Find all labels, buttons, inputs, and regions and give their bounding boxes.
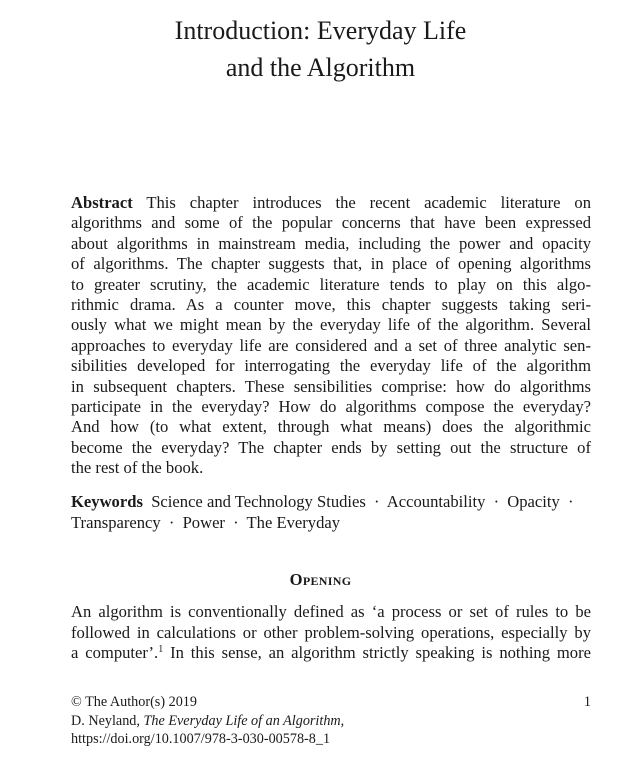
keyword-separator: · [168,512,175,532]
page-footer [71,693,591,749]
footnote-reference[interactable]: 1 [158,644,164,656]
copyright-notice: © The Author(s) 2019 [71,694,197,710]
keyword: Opacity [507,492,560,511]
body-line: a computer’.$^1$ In this sense, an algorithm strictly speaking is nothing more [71,643,591,663]
body-line: followed in calculations or other problem-solving operations, especially by [71,622,591,642]
book-title: The Everyday Life of an Algorithm [143,712,341,729]
doi-link[interactable]: https://doi.org/10.1007/978-3-030-00578-8_1 [71,731,331,748]
abstract-line: ously what we might mean by the everyday life of the algorithm. Several [71,315,591,335]
abstract-line: become the everyday? The chapter ends by setting out the structure of [71,437,591,457]
section-heading: Opening [289,570,352,589]
keyword-separator: · [567,492,574,511]
keywords-label: Keywords [71,492,143,511]
keyword-separator: · [374,492,380,511]
abstract-line: sibilities developed for interrogating the everyday life of the algorithm [71,356,591,376]
keyword: Transparency [71,512,161,532]
keywords-line-1 [71,492,591,513]
keyword: Power [182,512,225,532]
abstract-line: And how (to what extent, through what means) does the algorithmic [71,417,591,437]
body-line: An algorithm is conventionally defined as ‘a process or set of rules to be [71,602,591,621]
abstract-line: rithmic drama. As a counter move, this chapter suggests taking seri- [71,295,591,315]
keyword: Science and Technology Studies [151,492,366,511]
abstract-line: algorithms and some of the popular concerns that have been expressed [71,213,591,233]
section-body [71,602,591,664]
citation: D. Neyland, The Everyday Life of an Algorithm, [71,712,345,729]
abstract-line: about algorithms in mainstream media, including the power and opacity [71,233,591,253]
doi-row [71,730,591,749]
abstract-line: of algorithms. The chapter suggests that, in place of opening algorithms [71,254,591,274]
abstract-label: Abstract [71,193,133,212]
abstract-line: to greater scrutiny, the academic literature tends to play on this algo- [71,274,591,294]
page-number: 1 [583,694,591,710]
keyword: The Everyday [246,512,341,532]
keywords-line-2 [71,513,591,534]
abstract-line: approaches to everyday life are considered and a set of three analytic sen- [71,335,591,355]
keyword-separator: · [493,492,500,511]
keyword-separator: · [233,512,239,532]
abstract-line: Abstract This chapter introduces the recent academic literature on [71,193,591,212]
keyword: Accountability [386,492,486,511]
abstract-line: in subsequent chapters. These sensibilities comprise: how do algorithms [71,376,591,396]
abstract-line: participate in the everyday? How do algorithms compose the everyday? [71,397,591,417]
chapter-title-line-1: Introduction: Everyday Life [174,16,467,45]
keywords [71,492,591,534]
abstract [71,193,591,479]
abstract-line: the rest of the book. [71,458,204,478]
chapter-title-line-2: and the Algorithm [225,53,416,82]
chapter-title [0,12,641,86]
